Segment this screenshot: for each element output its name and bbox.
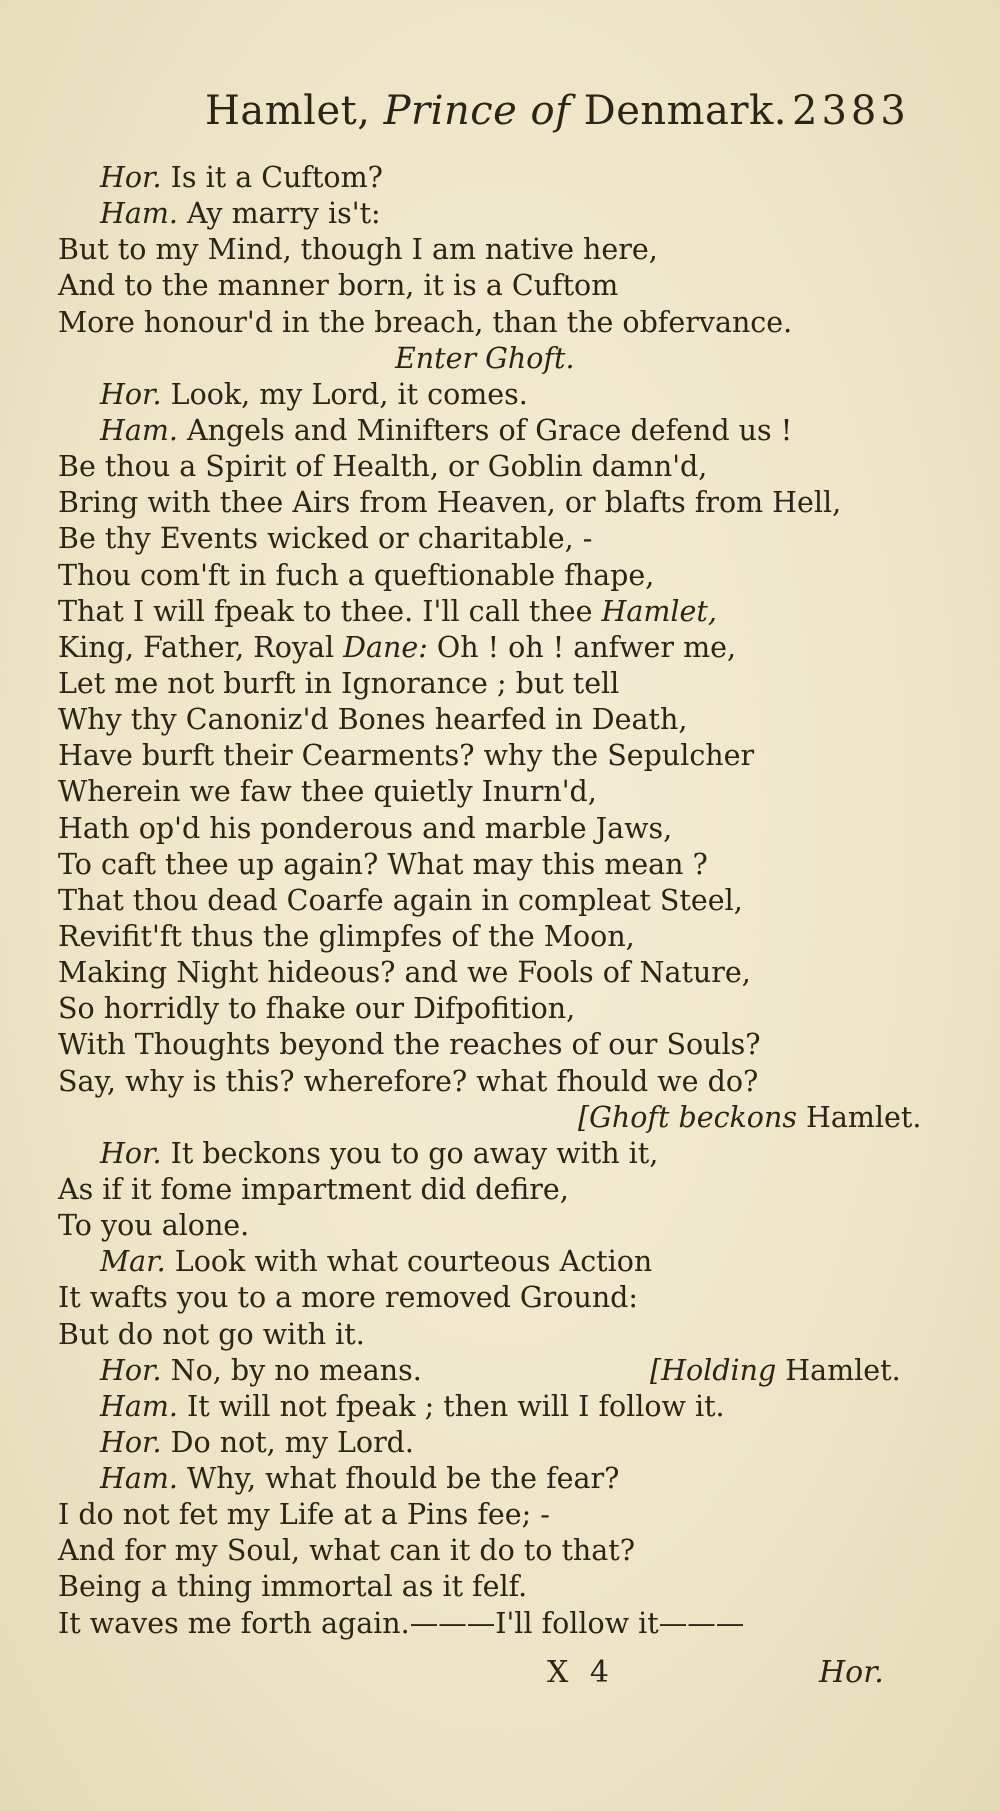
text-line	[0, 1533, 1000, 1569]
text-line	[0, 1208, 1000, 1244]
verse-text	[58, 630, 736, 666]
verse-text	[58, 1533, 635, 1569]
verse-text	[100, 196, 381, 232]
verse-text	[58, 485, 841, 521]
verse-text	[58, 738, 754, 774]
line-text: More honour'd in the breach, than the obfervance.	[58, 305, 793, 339]
stage-direction: Enter Ghoft.	[395, 341, 575, 375]
text-line	[0, 377, 1000, 413]
text-line	[0, 738, 1000, 774]
line-text: So horridly to fhake our Difpofition,	[58, 992, 576, 1026]
text-line	[0, 847, 1000, 883]
line-text: Why, what fhould be the fear?	[187, 1462, 620, 1496]
italic-name: Dane:	[343, 630, 428, 664]
verse-text	[58, 991, 575, 1027]
line-text: Look with what courteous Action	[174, 1245, 653, 1279]
running-title	[205, 88, 787, 134]
verse-text	[58, 1280, 638, 1316]
text-line	[0, 594, 1000, 630]
verse-text	[58, 811, 672, 847]
verse-text	[58, 449, 707, 485]
direction-italic: [Ghoft beckons	[578, 1100, 797, 1134]
verse-text	[58, 955, 751, 991]
verse-text	[100, 413, 792, 449]
play-text	[0, 160, 1000, 1642]
verse-text	[58, 774, 597, 810]
verse-text	[58, 1569, 527, 1605]
line-text: Ay marry is't:	[187, 197, 381, 231]
text-line	[0, 521, 1000, 557]
line-text: With Thoughts beyond the reaches of our Souls?	[58, 1028, 761, 1062]
direction-italic: [Holding	[650, 1353, 777, 1387]
text-line	[0, 305, 1000, 341]
verse-text	[58, 666, 619, 702]
text-line	[0, 485, 1000, 521]
line-text: Being a thing immortal as it felf.	[58, 1570, 528, 1604]
line-text: It beckons you to go away with it,	[170, 1136, 659, 1170]
text-line	[0, 1606, 1000, 1642]
text-line	[0, 449, 1000, 485]
line-text: It waves me forth again.———I'll follow it———	[58, 1606, 745, 1640]
line-text: Revifit'ft thus the glimpfes of the Moon,	[58, 919, 635, 953]
verse-text	[58, 521, 592, 557]
title-part-2: Prince of	[383, 88, 571, 134]
title-part-1: Hamlet,	[205, 88, 371, 134]
text-line	[0, 991, 1000, 1027]
line-text: Why thy Canoniz'd Bones hearfed in Death,	[58, 703, 688, 737]
italic-name: Hamlet,	[601, 594, 717, 628]
line-text: It will not fpeak ; then will I follow it.	[187, 1389, 725, 1423]
line-text: Look, my Lord, it comes.	[170, 377, 528, 411]
line-text: It wafts you to a more removed Ground:	[58, 1281, 639, 1315]
speaker-prefix: Ham.	[100, 1462, 178, 1496]
line-text: Have burft their Cearments? why the Sepulcher	[58, 739, 755, 773]
speaker-prefix: Ham.	[100, 197, 178, 231]
verse-text	[58, 305, 792, 341]
text-line	[0, 1389, 1000, 1425]
verse-text	[58, 1317, 365, 1353]
line-text: And for my Soul, what can it do to that?	[58, 1534, 635, 1568]
text-line	[0, 1461, 1000, 1497]
line-text: But do not go with it.	[58, 1317, 365, 1351]
verse-text	[58, 702, 687, 738]
text-line	[0, 883, 1000, 919]
text-line	[0, 666, 1000, 702]
page-number: 2383	[792, 88, 910, 134]
text-line	[0, 1244, 1000, 1280]
speaker-prefix: Mar.	[100, 1245, 166, 1279]
verse-text	[58, 558, 654, 594]
text-line	[0, 196, 1000, 232]
line-text: That thou dead Coarfe again in compleat Steel,	[58, 883, 743, 917]
speaker-prefix: Hor.	[100, 1425, 162, 1459]
speaker-prefix: Hor.	[100, 1136, 162, 1170]
line-text: No, by no means.	[170, 1353, 422, 1387]
text-line	[0, 232, 1000, 268]
stage-direction-right	[578, 1100, 921, 1136]
catchword: Hor.	[819, 1655, 884, 1690]
text-line	[0, 1353, 1000, 1389]
verse-text	[58, 919, 635, 955]
line-text: Say, why is this? wherefore? what fhould we do?	[58, 1064, 759, 1098]
text-line	[0, 1280, 1000, 1316]
verse-text	[58, 1172, 569, 1208]
verse-text	[58, 594, 717, 630]
line-text: Be thou a Spirit of Health, or Goblin damn'd,	[58, 450, 708, 484]
line-text: Making Night hideous? and we Fools of Nature,	[58, 956, 751, 990]
text-line	[0, 1136, 1000, 1172]
line-text: To caft thee up again? What may this mean ?	[58, 847, 708, 881]
line-text: Wherein we faw thee quietly Inurn'd,	[58, 775, 597, 809]
speaker-prefix: Ham.	[100, 1389, 178, 1423]
direction-roman: Hamlet.	[785, 1353, 901, 1387]
line-text: That I will fpeak to thee. I'll call thee	[58, 594, 593, 628]
text-line	[0, 955, 1000, 991]
text-line	[0, 774, 1000, 810]
line-text: Is it a Cuftom?	[170, 161, 383, 194]
text-line	[0, 413, 1000, 449]
verse-text	[100, 1425, 414, 1461]
line-text: King, Father, Royal	[58, 630, 335, 664]
line-text: To you alone.	[58, 1209, 250, 1243]
verse-text	[58, 268, 618, 304]
verse-text	[58, 1606, 744, 1642]
verse-text	[58, 847, 708, 883]
line-text: Hath op'd his ponderous and marble Jaws,	[58, 811, 673, 845]
verse-text	[100, 1461, 619, 1497]
speaker-prefix: Ham.	[100, 413, 178, 447]
text-line	[0, 630, 1000, 666]
line-text: Let me not burft in Ignorance ; but tell	[58, 666, 620, 700]
verse-text	[100, 160, 383, 196]
verse-text	[100, 1389, 725, 1425]
line-text: Be thy Events wicked or charitable, -	[58, 522, 593, 556]
line-text: I do not fet my Life at a Pins fee; -	[58, 1498, 550, 1532]
text-line	[0, 341, 1000, 377]
text-line	[0, 1100, 1000, 1136]
verse-text	[100, 1353, 422, 1389]
direction-roman: Hamlet.	[806, 1100, 922, 1134]
speaker-prefix: Hor.	[100, 1353, 162, 1387]
page-footer	[0, 1655, 1000, 1695]
text-line	[0, 811, 1000, 847]
text-line	[0, 1064, 1000, 1100]
text-line	[0, 919, 1000, 955]
line-text: But to my Mind, though I am native here,	[58, 233, 658, 267]
text-line	[0, 1569, 1000, 1605]
verse-text	[100, 377, 528, 413]
line-text: Angels and Minifters of Grace defend us !	[187, 413, 793, 447]
text-line	[0, 160, 1000, 196]
text-line	[0, 1027, 1000, 1063]
text-line	[0, 558, 1000, 594]
verse-text	[58, 1208, 249, 1244]
verse-text	[58, 1497, 550, 1533]
verse-text	[58, 1027, 761, 1063]
speaker-prefix: Hor.	[100, 161, 162, 194]
text-line	[0, 1172, 1000, 1208]
text-line	[0, 702, 1000, 738]
stage-direction-right	[650, 1353, 901, 1389]
line-text: And to the manner born, it is a Cuftom	[58, 269, 619, 303]
verse-text	[58, 1064, 758, 1100]
title-part-3: Denmark.	[583, 88, 787, 134]
text-line	[0, 1425, 1000, 1461]
text-line	[0, 1317, 1000, 1353]
line-text-tail: Oh ! oh ! anfwer me,	[436, 630, 737, 664]
verse-text	[58, 232, 658, 268]
line-text: Do not, my Lord.	[170, 1425, 414, 1459]
verse-text	[100, 1244, 652, 1280]
text-line	[0, 268, 1000, 304]
speaker-prefix: Hor.	[100, 377, 162, 411]
signature-mark: X 4	[547, 1655, 615, 1690]
text-line	[0, 1497, 1000, 1533]
line-text: Thou com'ft in fuch a queftionable fhape,	[58, 558, 655, 592]
verse-text	[100, 1136, 658, 1172]
running-header	[0, 88, 1000, 138]
verse-text	[58, 883, 743, 919]
line-text: Bring with thee Airs from Heaven, or blafts from Hell,	[58, 486, 842, 520]
line-text: As if it fome impartment did defire,	[58, 1172, 569, 1206]
